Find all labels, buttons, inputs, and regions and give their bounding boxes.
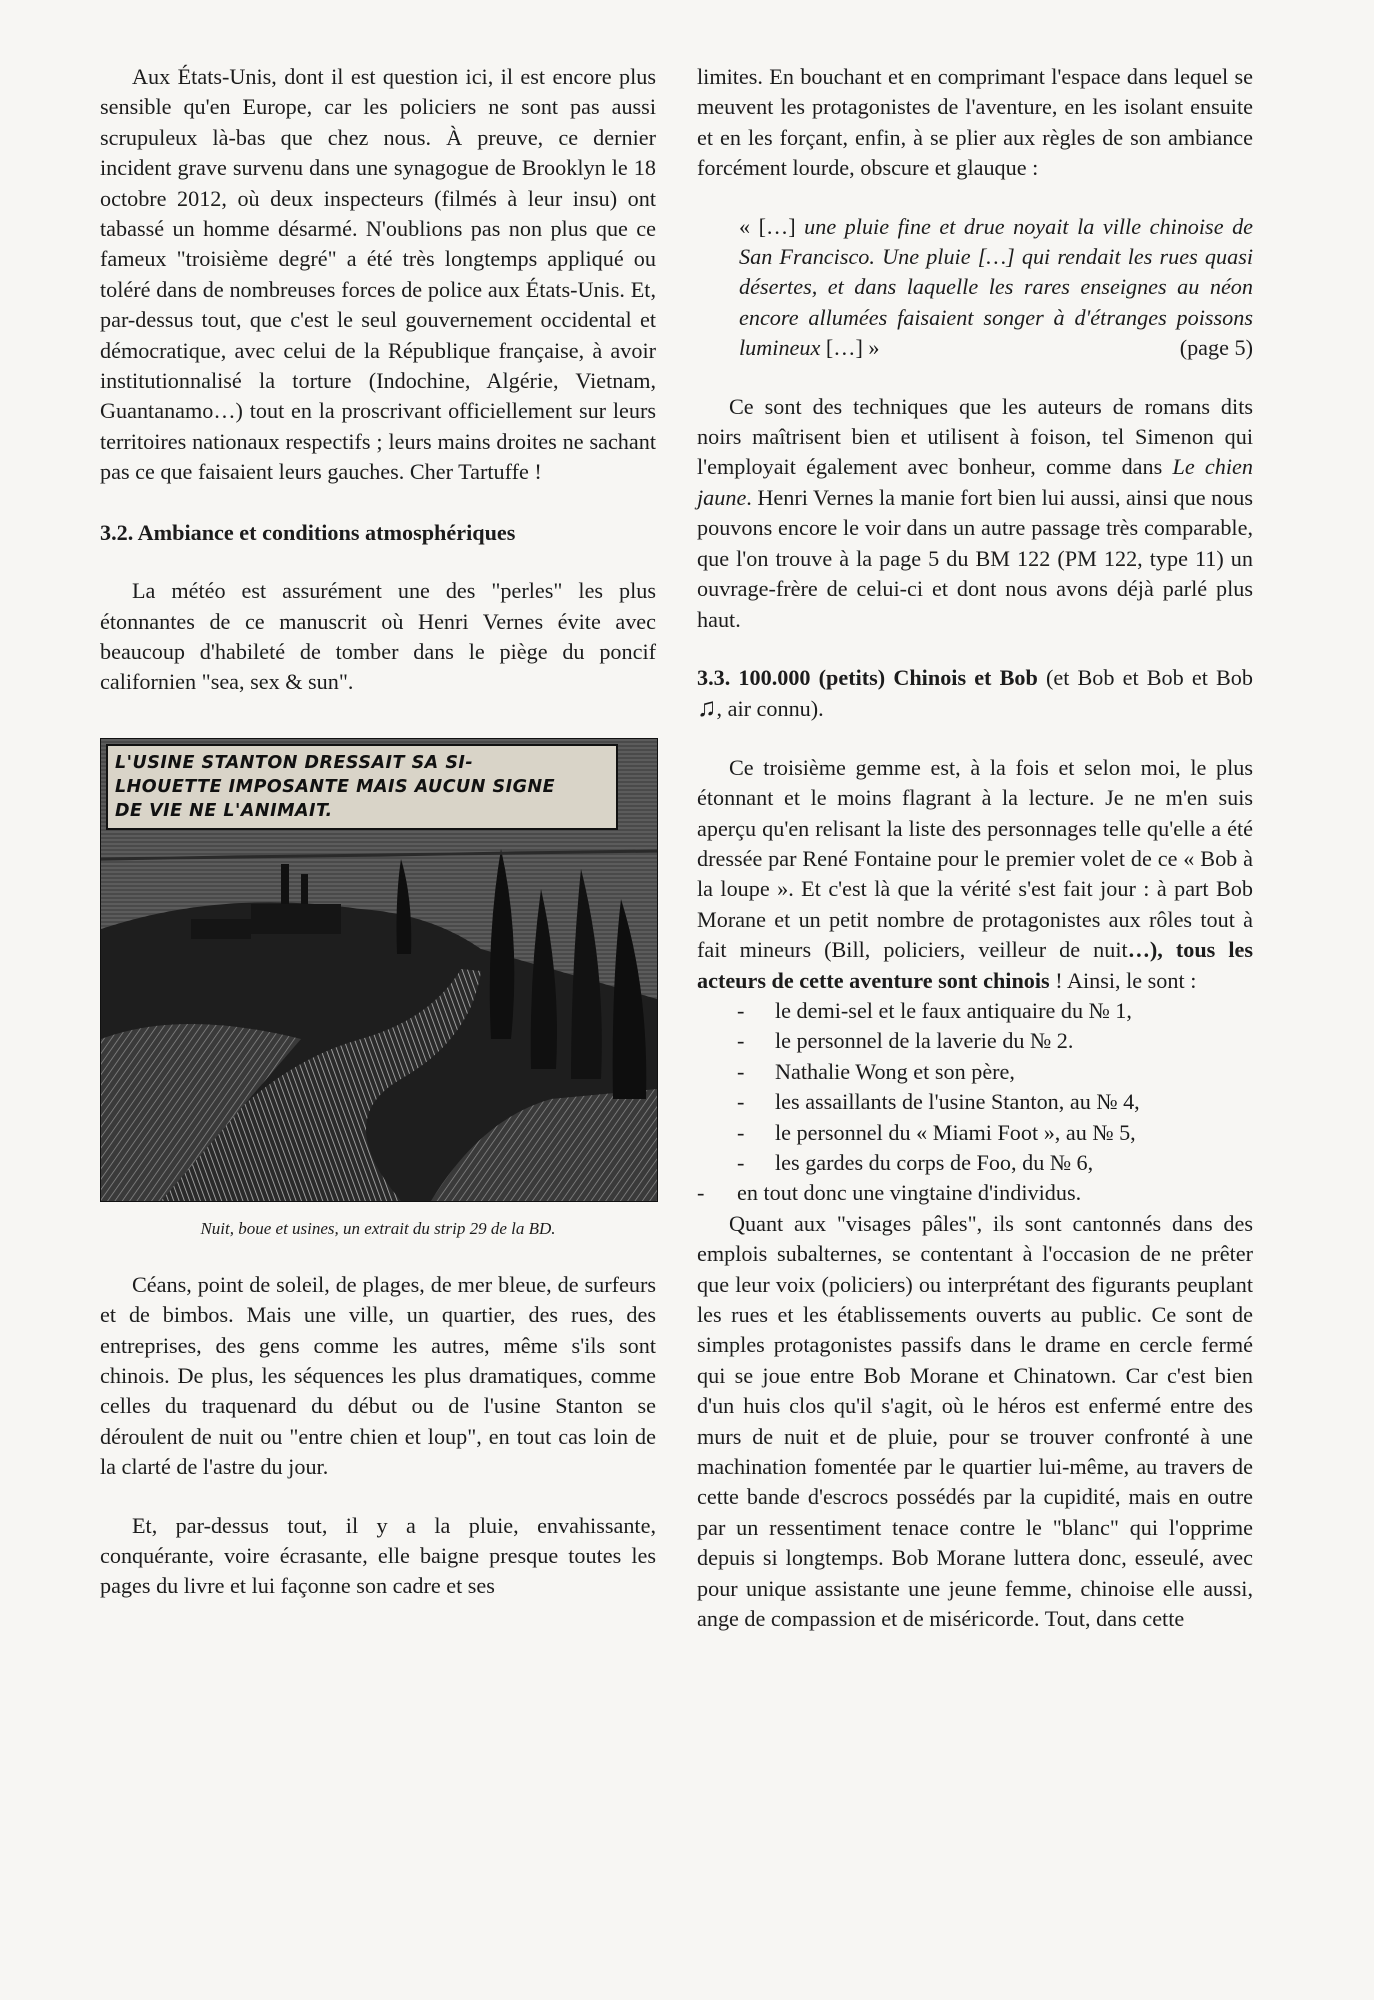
paragraph: Ce sont des techniques que les auteurs de romans dits noirs maîtrisent bien et utilisent à foison, tel Simenon qui l'employait également avec bonheur, comme dans Le chien jaune. Henri Vernes la manie fort bien lui aussi, ainsi que nous pouvons encore le voir dans un autre passage très comparable, que l'on trouve à la page 5 du BM 122 (PM 122, type 11) un ouvrage-frère de celui-ci et dont nous avons déjà parlé plus haut.: [697, 393, 1254, 632]
list-item: - en tout donc une vingtaine d'individus.: [697, 1178, 1253, 1208]
paragraph: Quant aux "visages pâles", ils sont cantonnés dans des emplois subalternes, se contentant à l'occasion de ne prêter que leur voix (policiers) ou interprétant des figurants peuplant les rues et les établissements ouverts au public. Ce sont de simples protagonistes passifs dans le drame en cercle fermé qui se joue entre Bob Morane et Chinatown. Car c'est bien d'un huis clos qu'il s'agit, où le héros est enfermé entre des murs de nuit et de pluie, pour se trouver confronté à une machination fomentée par le quartier lui-même, au travers de cette bande d'escrocs possédés par la cupidité, mais en outre par un ressentiment tenace contre le "blanc" qui l'opprime depuis si longtemps. Bob Morane luttera donc, esseulé, avec pour unique assistante une jeune femme, chinoise elle aussi, ange de compassion et de miséricorde. Tout, dans cette: [697, 1210, 1253, 1632]
comic-panel-image: [100, 738, 658, 1202]
figure-caption: Nuit, boue et usines, un extrait du strip 29 de la BD.: [200, 1218, 556, 1238]
block-quote: « […] une pluie fine et drue noyait la ville chinoise de San Francisco. Une pluie […] qui rendait les rues quasi désertes, et dans laquelle les rares enseignes au néon encore allumées faisaient songer à d'étranges poissons lumineux […] » (page 5): [697, 212, 1253, 364]
section-heading: 3.3. 100.000 (petits) Chinois et Bob (et Bob et Bob et Bob ♫, air connu).: [697, 664, 1253, 723]
speech-box-text: L'USINE STANTON DRESSAIT SA SI- LHOUETTE IMPOSANTE MAIS AUCUN SIGNE DE VIE NE L'ANIMAIT.: [115, 752, 556, 821]
section-heading: 3.2. Ambiance et conditions atmosphériques: [100, 519, 516, 545]
book-title: Le chien jaune: [697, 454, 1253, 510]
music-note-icon: ♫: [697, 693, 717, 723]
list-item: - le personnel du « Miami Foot », au № 5,: [697, 1118, 1253, 1148]
list-item: - Nathalie Wong et son père,: [697, 1057, 1253, 1087]
right-column: [697, 62, 1253, 1635]
list-item: - le personnel de la laverie du № 2.: [697, 1026, 1253, 1056]
quote-page-ref: (page 5): [1179, 335, 1253, 361]
list-item: - les assaillants de l'usine Stanton, au № 4,: [697, 1087, 1253, 1117]
comic-figure: [100, 738, 656, 1240]
list-item: - les gardes du corps de Foo, du № 6,: [697, 1148, 1253, 1178]
paragraph: Ce troisième gemme est, à la fois et selon moi, le plus étonnant et le moins flagrant à la lecture. Je ne m'en suis aperçu qu'en relisant la liste des personnages telle qu'elle a été dressée par René Fontaine pour le premier volet de ce « Bob à la loupe ». Et c'est là que la vérité s'est fait jour : à part Bob Morane et un petit nombre de protagonistes aux rôles tout à fait mineurs (Bill, policiers, veilleur de nuit…), tous les acteurs de cette aventure sont chinois ! Ainsi, le sont :: [697, 754, 1253, 993]
paragraph: Aux États-Unis, dont il est question ici, il est encore plus sensible qu'en Europe, car les policiers ne sont pas aussi scrupuleux là-bas que chez nous. À preuve, ce dernier incident grave survenu dans une synagogue de Brooklyn le 18 octobre 2012, où deux inspecteurs (filmés à leur insu) ont tabassé un homme désarmé. N'oublions pas non plus que ce fameux "troisième degré" a été très longtemps appliqué ou toléré dans de nombreuses forces de police aux États-Unis. Et, par-dessus tout, que c'est le seul gouvernement occidental et démocratique, avec celui de la République française, à avoir institutionnalisé la torture (Indochine, Algérie, Vietnam, Guantanamo…) tout en la proscrivant officiellement sur leurs territoires nationaux respectifs ; leurs mains droites ne sachant pas ce que faisaient leurs gauches. Cher Tartuffe !: [100, 64, 656, 485]
list-item: - le demi-sel et le faux antiquaire du № 1,: [697, 996, 1253, 1026]
character-list: [697, 996, 1253, 1209]
left-column: [100, 62, 656, 1602]
paragraph: La météo est assurément une des "perles" les plus étonnantes de ce manuscrit où Henri Vernes évite avec beaucoup d'habileté de tomber dans le piège du poncif californien "sea, sex & sun".: [100, 578, 656, 695]
paragraph: Et, par-dessus tout, il y a la pluie, envahissante, conquérante, voire écrasante, elle baigne presque toutes les pages du livre et lui façonne son cadre et ses: [100, 1512, 656, 1599]
paragraph: Céans, point de soleil, de plages, de mer bleue, de surfeurs et de bimbos. Mais une ville, un quartier, des rues, des entreprises, des gens comme les autres, même s'ils sont chinois. De plus, les séquences les plus dramatiques, comme celles du traquenard du début ou de l'usine Stanton se déroulent de nuit ou "entre chien et loup", en tout cas loin de la clarté de l'astre du jour.: [100, 1271, 656, 1480]
paragraph: limites. En bouchant et en comprimant l'espace dans lequel se meuvent les protagonistes de l'aventure, en les isolant ensuite et en les forçant, enfin, à se plier aux règles de son ambiance forcément lourde, obscure et glauque :: [697, 64, 1253, 181]
